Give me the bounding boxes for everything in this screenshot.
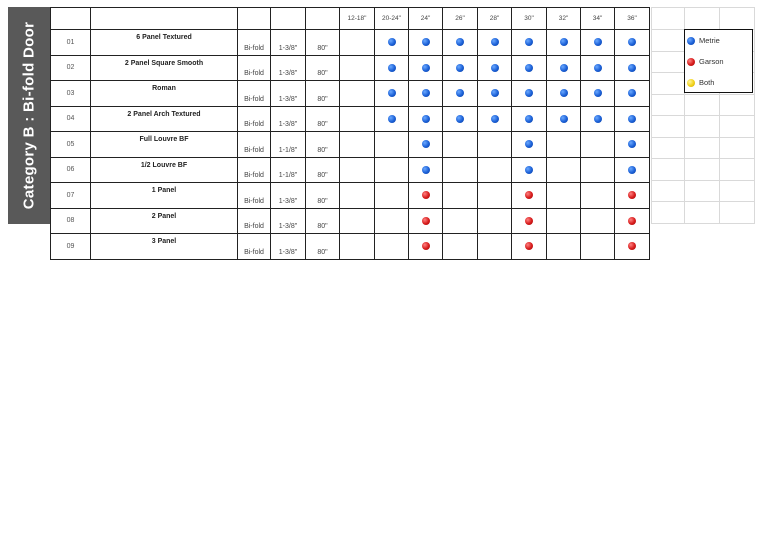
metrie-dot-icon: [560, 115, 568, 123]
row-number: 09: [51, 234, 91, 260]
metrie-dot-icon: [628, 64, 636, 72]
availability-cell: [409, 81, 443, 107]
availability-cell: [478, 106, 512, 132]
availability-cell: [375, 55, 409, 81]
table-row: [51, 81, 650, 107]
side-grid-cell: [652, 73, 685, 95]
side-grid-cell: [652, 159, 685, 181]
availability-cell: [375, 183, 409, 209]
row-height: 80": [306, 183, 340, 209]
metrie-dot-icon: [560, 38, 568, 46]
metrie-dot-icon: [594, 115, 602, 123]
side-grid-cell: [720, 137, 755, 159]
garson-dot-icon: [628, 242, 636, 250]
availability-cell: [581, 132, 615, 158]
row-number: 05: [51, 132, 91, 158]
row-name: 2 Panel Arch Textured: [91, 106, 238, 132]
metrie-dot-icon: [594, 38, 602, 46]
side-grid-row: [652, 137, 755, 159]
metrie-dot-icon: [491, 38, 499, 46]
size-header: 34": [581, 8, 615, 30]
size-header: 32": [547, 8, 581, 30]
side-grid-row: [652, 202, 755, 224]
row-number: 08: [51, 208, 91, 234]
row-name: 3 Panel: [91, 234, 238, 260]
garson-dot-icon: [628, 217, 636, 225]
row-thickness: 1-1/8": [271, 157, 306, 183]
row-height: 80": [306, 132, 340, 158]
row-name: 2 Panel Square Smooth: [91, 55, 238, 81]
metrie-dot-icon: [422, 38, 430, 46]
availability-cell: [478, 208, 512, 234]
availability-cell: [375, 208, 409, 234]
side-grid-cell: [685, 202, 720, 224]
availability-cell: [615, 81, 650, 107]
metrie-dot-icon: [491, 115, 499, 123]
metrie-dot-icon: [594, 64, 602, 72]
row-name: Roman: [91, 81, 238, 107]
header-blank-cell: [271, 8, 306, 30]
availability-cell: [409, 157, 443, 183]
availability-cell: [409, 132, 443, 158]
availability-cell: [547, 208, 581, 234]
metrie-dot-icon: [388, 38, 396, 46]
side-grid-row: [652, 8, 755, 30]
metrie-dot-icon: [594, 89, 602, 97]
availability-cell: [375, 234, 409, 260]
availability-cell: [409, 183, 443, 209]
side-grid-cell: [720, 159, 755, 181]
legend-label: Metrie: [699, 36, 720, 45]
availability-cell: [478, 81, 512, 107]
row-type: Bi-fold: [238, 183, 271, 209]
side-grid-row: [652, 180, 755, 202]
availability-cell: [340, 81, 375, 107]
metrie-dot-icon: [687, 37, 695, 45]
availability-cell: [547, 183, 581, 209]
legend-item: [685, 51, 752, 72]
availability-cell: [478, 55, 512, 81]
row-name: 1/2 Louvre BF: [91, 157, 238, 183]
side-grid-cell: [685, 8, 720, 30]
size-header: 12-18": [340, 8, 375, 30]
availability-cell: [615, 208, 650, 234]
row-name: Full Louvre BF: [91, 132, 238, 158]
availability-cell: [443, 106, 478, 132]
availability-cell: [581, 157, 615, 183]
side-grid-cell: [720, 180, 755, 202]
availability-cell: [512, 30, 547, 56]
row-number: 06: [51, 157, 91, 183]
size-header: 28": [478, 8, 512, 30]
availability-cell: [615, 106, 650, 132]
legend-label: Garson: [699, 57, 724, 66]
garson-dot-icon: [422, 242, 430, 250]
legend: [684, 29, 753, 93]
availability-cell: [512, 157, 547, 183]
availability-cell: [443, 234, 478, 260]
availability-cell: [547, 81, 581, 107]
side-grid-cell: [652, 137, 685, 159]
row-height: 80": [306, 157, 340, 183]
row-height: 80": [306, 106, 340, 132]
availability-cell: [375, 106, 409, 132]
table-row: [51, 30, 650, 56]
row-number: 04: [51, 106, 91, 132]
availability-cell: [615, 234, 650, 260]
category-label: [8, 7, 50, 224]
row-type: Bi-fold: [238, 132, 271, 158]
side-grid-row: [652, 159, 755, 181]
side-grid-cell: [652, 180, 685, 202]
metrie-dot-icon: [456, 115, 464, 123]
size-header: 20-24": [375, 8, 409, 30]
metrie-dot-icon: [422, 64, 430, 72]
availability-cell: [340, 132, 375, 158]
availability-cell: [512, 55, 547, 81]
header-blank-cell: [91, 8, 238, 30]
availability-cell: [443, 183, 478, 209]
size-header: 24": [409, 8, 443, 30]
side-grid-cell: [652, 8, 685, 30]
metrie-dot-icon: [628, 166, 636, 174]
metrie-dot-icon: [422, 140, 430, 148]
side-grid-cell: [685, 137, 720, 159]
row-height: 80": [306, 81, 340, 107]
row-height: 80": [306, 55, 340, 81]
availability-cell: [340, 30, 375, 56]
availability-cell: [581, 234, 615, 260]
metrie-dot-icon: [491, 64, 499, 72]
header-blank-cell: [51, 8, 91, 30]
metrie-dot-icon: [422, 89, 430, 97]
availability-cell: [547, 55, 581, 81]
row-type: Bi-fold: [238, 81, 271, 107]
availability-cell: [615, 157, 650, 183]
row-type: Bi-fold: [238, 106, 271, 132]
availability-cell: [443, 30, 478, 56]
metrie-dot-icon: [628, 115, 636, 123]
size-header: 36": [615, 8, 650, 30]
row-thickness: 1-3/8": [271, 81, 306, 107]
availability-cell: [581, 30, 615, 56]
row-type: Bi-fold: [238, 30, 271, 56]
metrie-dot-icon: [628, 89, 636, 97]
both-dot-icon: [687, 79, 695, 87]
availability-cell: [409, 106, 443, 132]
side-grid-cell: [720, 94, 755, 116]
side-grid-row: [652, 94, 755, 116]
row-thickness: 1-1/8": [271, 132, 306, 158]
row-thickness: 1-3/8": [271, 106, 306, 132]
side-grid-cell: [685, 159, 720, 181]
table-row: [51, 208, 650, 234]
availability-cell: [615, 55, 650, 81]
row-height: 80": [306, 208, 340, 234]
row-thickness: 1-3/8": [271, 55, 306, 81]
availability-cell: [478, 132, 512, 158]
row-thickness: 1-3/8": [271, 234, 306, 260]
header-row: [51, 8, 650, 30]
side-grid-cell: [720, 8, 755, 30]
row-type: Bi-fold: [238, 157, 271, 183]
metrie-dot-icon: [388, 64, 396, 72]
availability-cell: [512, 132, 547, 158]
row-type: Bi-fold: [238, 208, 271, 234]
legend-item: [685, 72, 752, 93]
side-grid-cell: [652, 94, 685, 116]
row-height: 80": [306, 234, 340, 260]
availability-cell: [375, 81, 409, 107]
row-type: Bi-fold: [238, 234, 271, 260]
row-name: 2 Panel: [91, 208, 238, 234]
metrie-dot-icon: [560, 64, 568, 72]
metrie-dot-icon: [628, 140, 636, 148]
availability-cell: [547, 234, 581, 260]
availability-cell: [340, 106, 375, 132]
category-label-text: Category B : Bi-fold Door: [20, 21, 38, 210]
availability-cell: [581, 208, 615, 234]
row-height: 80": [306, 30, 340, 56]
availability-cell: [409, 208, 443, 234]
side-grid-cell: [685, 94, 720, 116]
availability-cell: [340, 183, 375, 209]
availability-cell: [512, 183, 547, 209]
row-type: Bi-fold: [238, 55, 271, 81]
side-grid-cell: [685, 180, 720, 202]
availability-cell: [581, 55, 615, 81]
availability-cell: [512, 234, 547, 260]
row-number: 01: [51, 30, 91, 56]
metrie-dot-icon: [456, 89, 464, 97]
product-table: [50, 7, 650, 260]
row-number: 03: [51, 81, 91, 107]
row-number: 02: [51, 55, 91, 81]
availability-cell: [443, 208, 478, 234]
metrie-dot-icon: [628, 38, 636, 46]
side-grid-cell: [652, 30, 685, 52]
metrie-dot-icon: [525, 64, 533, 72]
availability-cell: [375, 157, 409, 183]
garson-dot-icon: [628, 191, 636, 199]
table-row: [51, 55, 650, 81]
table-row: [51, 157, 650, 183]
availability-cell: [478, 30, 512, 56]
garson-dot-icon: [422, 191, 430, 199]
side-grid-cell: [720, 202, 755, 224]
availability-cell: [375, 132, 409, 158]
availability-cell: [512, 208, 547, 234]
metrie-dot-icon: [388, 115, 396, 123]
availability-cell: [478, 183, 512, 209]
metrie-dot-icon: [456, 64, 464, 72]
garson-dot-icon: [687, 58, 695, 66]
availability-cell: [340, 55, 375, 81]
side-grid-row: [652, 116, 755, 138]
availability-cell: [443, 81, 478, 107]
row-name: 1 Panel: [91, 183, 238, 209]
metrie-dot-icon: [525, 38, 533, 46]
side-grid-cell: [652, 116, 685, 138]
availability-cell: [547, 106, 581, 132]
availability-cell: [443, 132, 478, 158]
availability-cell: [581, 183, 615, 209]
size-header: 26": [443, 8, 478, 30]
availability-cell: [581, 106, 615, 132]
garson-dot-icon: [422, 217, 430, 225]
availability-cell: [409, 55, 443, 81]
legend-label: Both: [699, 78, 715, 87]
side-grid-cell: [652, 51, 685, 73]
metrie-dot-icon: [525, 89, 533, 97]
metrie-dot-icon: [525, 166, 533, 174]
availability-cell: [375, 30, 409, 56]
availability-cell: [478, 157, 512, 183]
row-thickness: 1-3/8": [271, 183, 306, 209]
availability-cell: [340, 208, 375, 234]
side-grid-cell: [720, 116, 755, 138]
availability-cell: [443, 55, 478, 81]
availability-cell: [409, 30, 443, 56]
side-grid-cell: [685, 116, 720, 138]
metrie-dot-icon: [456, 38, 464, 46]
garson-dot-icon: [525, 242, 533, 250]
garson-dot-icon: [525, 217, 533, 225]
availability-cell: [443, 157, 478, 183]
metrie-dot-icon: [422, 115, 430, 123]
availability-cell: [615, 183, 650, 209]
availability-cell: [547, 30, 581, 56]
availability-cell: [581, 81, 615, 107]
garson-dot-icon: [525, 191, 533, 199]
size-header: 30": [512, 8, 547, 30]
metrie-dot-icon: [422, 166, 430, 174]
availability-cell: [547, 157, 581, 183]
metrie-dot-icon: [388, 89, 396, 97]
header-blank-cell: [306, 8, 340, 30]
row-number: 07: [51, 183, 91, 209]
availability-cell: [615, 30, 650, 56]
metrie-dot-icon: [525, 115, 533, 123]
availability-cell: [547, 132, 581, 158]
availability-cell: [512, 106, 547, 132]
metrie-dot-icon: [560, 89, 568, 97]
table-row: [51, 183, 650, 209]
row-thickness: 1-3/8": [271, 30, 306, 56]
legend-item: [685, 30, 752, 51]
row-thickness: 1-3/8": [271, 208, 306, 234]
availability-cell: [512, 81, 547, 107]
metrie-dot-icon: [525, 140, 533, 148]
row-name: 6 Panel Textured: [91, 30, 238, 56]
metrie-dot-icon: [491, 89, 499, 97]
availability-cell: [478, 234, 512, 260]
table-row: [51, 234, 650, 260]
table-row: [51, 106, 650, 132]
availability-cell: [615, 132, 650, 158]
table-row: [51, 132, 650, 158]
header-blank-cell: [238, 8, 271, 30]
availability-cell: [340, 234, 375, 260]
availability-cell: [409, 234, 443, 260]
side-grid-cell: [652, 202, 685, 224]
availability-cell: [340, 157, 375, 183]
